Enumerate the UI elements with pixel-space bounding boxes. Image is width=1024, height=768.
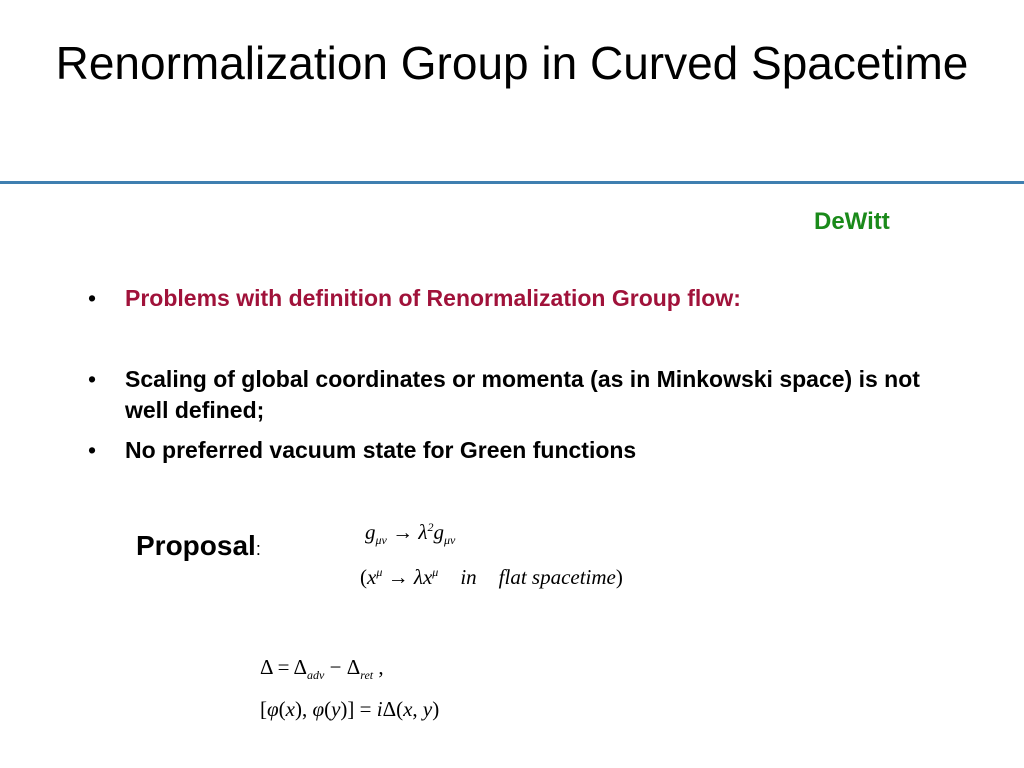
author-label: DeWitt [814,208,890,235]
bullet-marker: • [88,285,97,311]
bullet-marker: • [88,437,97,463]
equation-propagator: $\Delta = \Delta_{adv} - \Delta_{ret}$ , [260,655,384,683]
list-item [88,435,968,466]
proposal-colon: : [255,539,261,559]
equation-commutator: [φ(x), φ(y)] = iΔ(x, y) [260,697,440,721]
proposal-label [136,530,261,562]
bullet-text: Scaling of global coordinates or momenta (as in Minkowski space) is not well defined; [125,366,920,423]
bullet-text: Problems with definition of Renormalization Group flow: [125,285,741,311]
slide-title: Renormalization Group in Curved Spacetime [55,37,969,89]
equation-flat-scaling: ($x^\mu \to \lambda x^\mu$ in flat spacetime) [360,565,623,589]
proposal-word: Proposal [136,530,256,561]
title-divider [0,181,1024,184]
bullet-text: No preferred vacuum state for Green functions [125,437,637,463]
equation-metric-scaling: $g_{\mu\nu} \to \lambda^2g_{\mu\nu}$ [365,520,456,548]
bullet-marker: • [88,366,97,392]
list-item [88,364,968,426]
list-item [88,283,968,314]
